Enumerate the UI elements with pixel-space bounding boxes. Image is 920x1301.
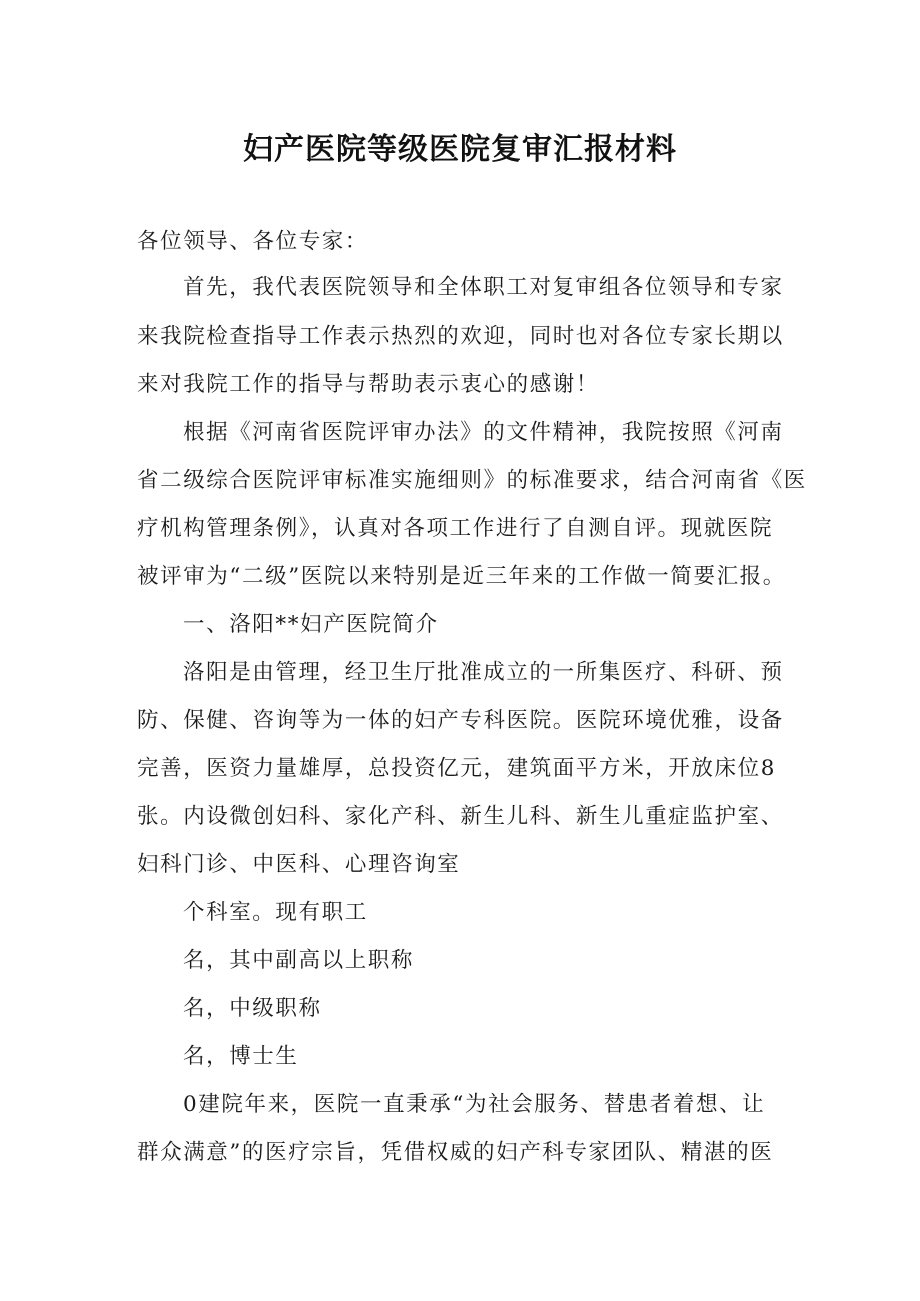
- paragraph-line: 名，其中副高以上职称: [183, 948, 415, 973]
- paragraph-line: 群众满意”的医疗宗旨，凭借权威的妇产科专家团队、精湛的医: [137, 1140, 774, 1165]
- paragraph-line: 省二级综合医院评审标准实施细则》的标准要求，结合河南省《医: [137, 468, 807, 493]
- paragraph-line: 根据《河南省医院评审办法》的文件精神，我院按照《河南: [183, 420, 784, 445]
- paragraph-line: 名，博士生: [183, 1044, 299, 1069]
- paragraph-line: 名，中级职称: [183, 996, 322, 1021]
- paragraph-line: 妇科门诊、中医科、心理咨询室: [137, 852, 461, 877]
- paragraph-line: 个科室。现有职工: [183, 900, 368, 925]
- paragraph-line: 来我院检查指导工作表示热烈的欢迎，同时也对各位专家长期以: [137, 324, 784, 349]
- paragraph-line: 被评审为“二级”医院以来特别是近三年来的工作做一简要汇报。: [137, 564, 786, 589]
- document-title: 妇产医院等级医院复审汇报材料: [243, 132, 677, 167]
- paragraph-line: 完善，医资力量雄厚，总投资亿元，建筑面平方米，开放床位8: [137, 756, 776, 781]
- paragraph-line: 来对我院工作的指导与帮助表示衷心的感谢！: [137, 372, 600, 397]
- section-heading: 一、洛阳**妇产医院简介: [183, 612, 439, 637]
- paragraph-line: 疗机构管理条例》，认真对各项工作进行了自测自评。现就医院: [137, 516, 774, 541]
- salutation: 各位领导、各位专家：: [137, 229, 369, 254]
- paragraph-line: 首先，我代表医院领导和全体职工对复审组各位领导和专家: [183, 275, 784, 300]
- paragraph-line: 洛阳是由管理，经卫生厅批准成立的一所集医疗、科研、预: [183, 660, 784, 685]
- paragraph-line: 防、保健、咨询等为一体的妇产专科医院。医院环境优雅，设备: [137, 708, 784, 733]
- paragraph-line: 张。内设微创妇科、家化产科、新生儿科、新生儿重症监护室、: [137, 804, 784, 829]
- paragraph-line: 0建院年来，医院一直秉承“为社会服务、替患者着想、让: [183, 1092, 766, 1117]
